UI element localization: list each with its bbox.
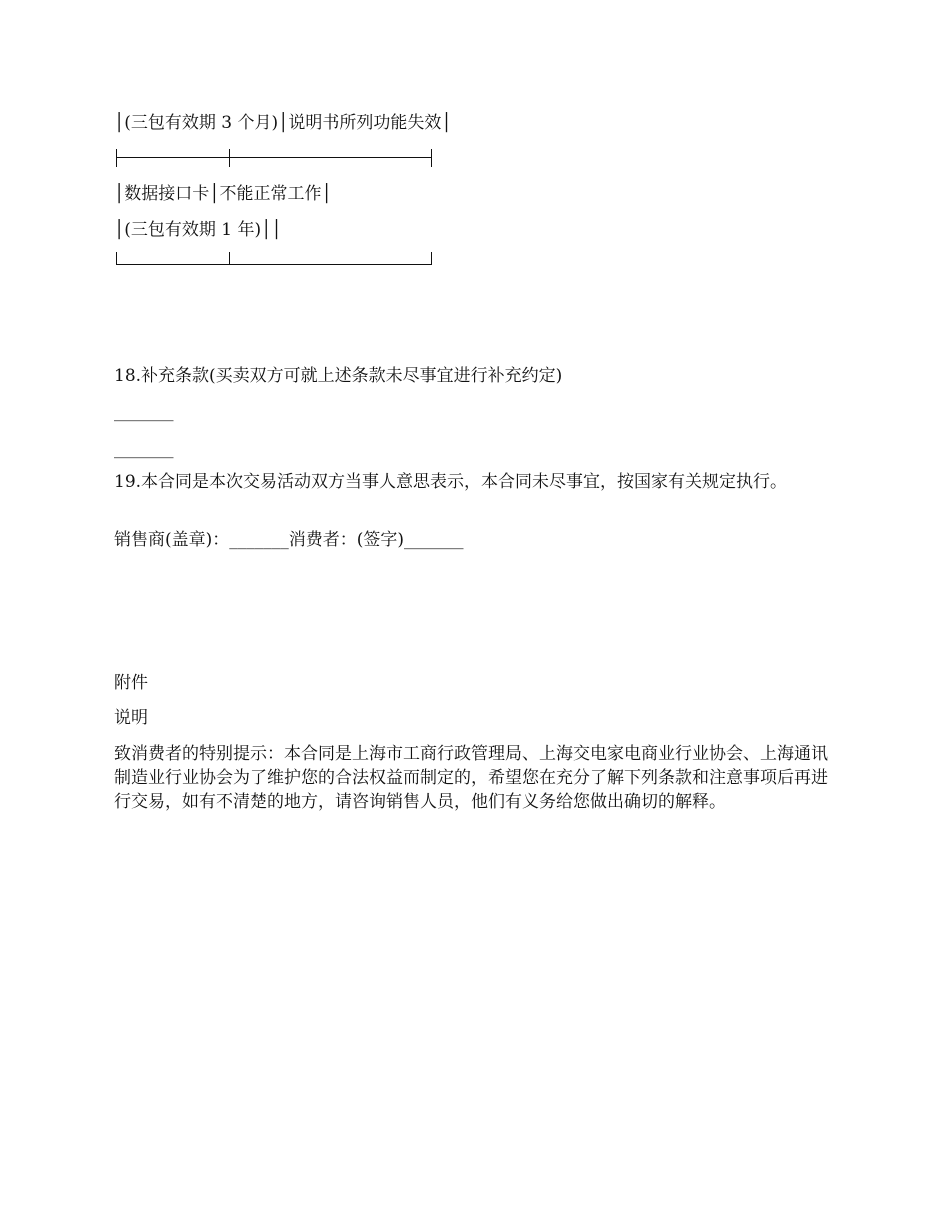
table-left-border (116, 149, 117, 167)
table-bottom-right-corner (431, 252, 432, 264)
table-bottom-border (116, 256, 432, 276)
clause-19: 19.本合同是本次交易活动双方当事人意思表示，本合同未尽事宜，按国家有关规定执行。 (114, 472, 788, 492)
blank-line-1: _______ (114, 402, 174, 422)
table-separator-middle (116, 149, 432, 169)
signature-line: 销售商(盖章)：_______消费者：(签字)_______ (114, 530, 464, 550)
table-column-divider (229, 149, 230, 167)
table-row-data-interface-card: │数据接口卡│不能正常工作│ (114, 184, 332, 204)
table-horizontal-rule (116, 157, 432, 158)
note-label: 说明 (114, 708, 148, 728)
table-right-border (431, 149, 432, 167)
clause-18: 18.补充条款(买卖双方可就上述条款未尽事宜进行补充约定) (114, 366, 563, 386)
special-notice: 致消费者的特别提示：本合同是上海市工商行政管理局、上海交电家电商业行业协会、上海通讯制造业行业协会为了维护您的合法权益而制定的，希望您在充分了解下列条款和注意事项后再进行交易，如有不清楚的地方，请咨询销售人员，他们有义务给您做出确切的解释。 (114, 744, 828, 812)
attachment-label: 附件 (114, 673, 148, 693)
table-row-warranty-3-months: │(三包有效期 3 个月)│说明书所列功能失效│ (114, 113, 452, 133)
table-bottom-rule (116, 264, 432, 265)
table-bottom-left-corner (116, 252, 117, 264)
blank-line-2: _______ (114, 439, 174, 459)
table-row-warranty-1-year: │(三包有效期 1 年)││ (114, 220, 282, 240)
table-bottom-column-divider (229, 252, 230, 264)
